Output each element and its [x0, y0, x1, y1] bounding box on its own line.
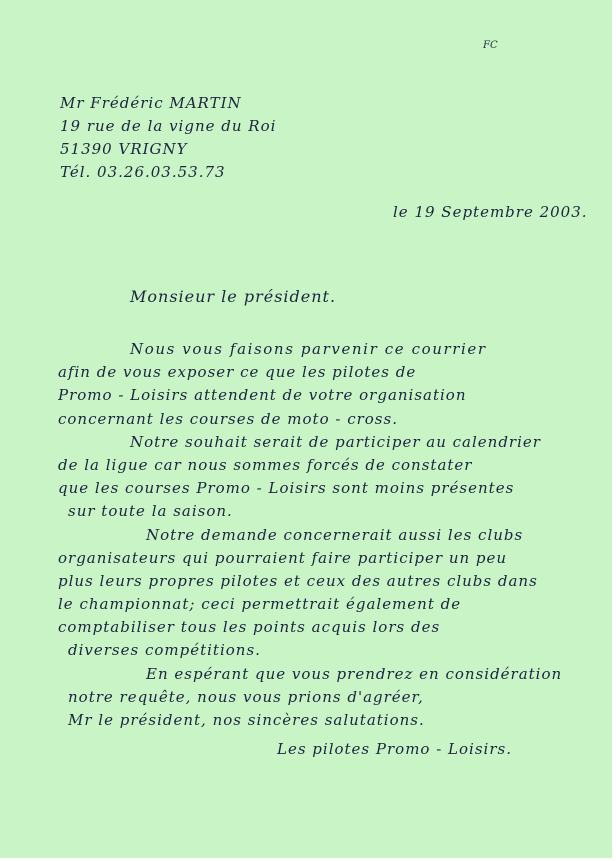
letter-date: le 19 Septembre 2003.: [393, 203, 588, 221]
sender-city: 51390 VRIGNY: [60, 140, 188, 158]
body-line: notre requête, nous vous prions d'agréer,: [68, 687, 424, 706]
signature: Les pilotes Promo - Loisirs.: [277, 740, 512, 758]
sender-name: Mr Frédéric MARTIN: [60, 94, 242, 112]
body-line: que les courses Promo - Loisirs sont moins présentes: [58, 479, 515, 498]
body-line: Mr le président, nos sincères salutations.: [68, 711, 425, 729]
body-line: Notre demande concernerait aussi les clubs: [146, 525, 524, 544]
initials: FC: [483, 40, 498, 51]
salutation: Monsieur le président.: [130, 287, 337, 306]
body-line: Promo - Loisirs attendent de votre organisation: [58, 386, 467, 405]
body-line: Nous vous faisons parvenir ce courrier: [130, 340, 487, 358]
body-line: organisateurs qui pourraient faire participer un peu: [58, 548, 508, 567]
sender-address-block: [60, 92, 440, 184]
sender-phone: Tél. 03.26.03.53.73: [60, 163, 226, 181]
body-line: sur toute la saison.: [68, 502, 233, 521]
letter-body: [58, 338, 603, 732]
body-line: En espérant que vous prendrez en considération: [146, 664, 563, 683]
body-line: diverses compétitions.: [68, 641, 261, 660]
sender-street: 19 rue de la vigne du Roi: [60, 117, 277, 135]
body-line: comptabiliser tous les points acquis lors des: [58, 618, 441, 637]
body-line: le championnat; ceci permettrait également de: [58, 595, 462, 614]
body-line: plus leurs propres pilotes et ceux des autres clubs dans: [58, 571, 538, 590]
body-line: afin de vous exposer ce que les pilotes de: [58, 363, 417, 382]
body-line: Notre souhait serait de participer au calendrier: [130, 432, 541, 451]
body-line: de la ligue car nous sommes forcés de constater: [58, 455, 473, 474]
body-line: concernant les courses de moto - cross.: [58, 409, 398, 428]
